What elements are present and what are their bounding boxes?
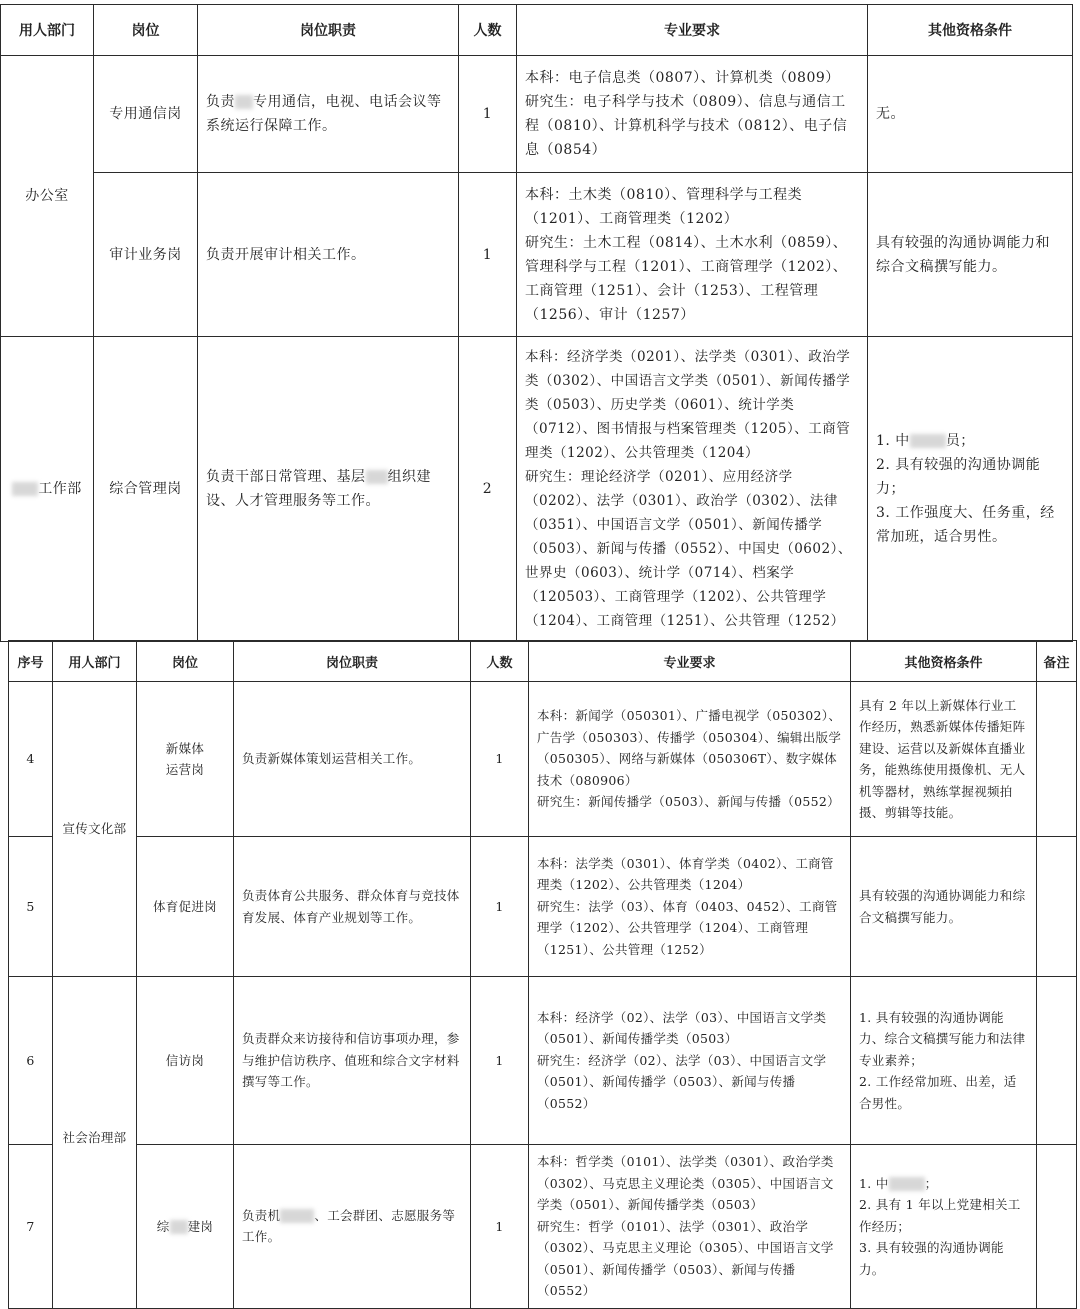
header-post: 岗位 bbox=[137, 641, 234, 682]
header-count: 人数 bbox=[459, 5, 517, 56]
count-cell: 1 bbox=[459, 56, 517, 173]
duty-cell bbox=[198, 56, 459, 173]
header-row bbox=[9, 641, 1077, 682]
duty-text: 组织建设、人才管理服务等工作。 bbox=[206, 469, 431, 509]
post-cell bbox=[137, 1145, 234, 1309]
major-cell: 本科：哲学类（0101）、法学类（0301）、政治学类（0302）、马克思主义理论类（0305）、中国语言文学类（0501）、新闻传播学类（0503） 研究生：哲学（0101）、法学（0301）、政治学（0302）、马克思主义理论（0305）、中国语言文学（0501）、新闻传播学（0503）、新闻与传播（0552） bbox=[529, 1145, 851, 1309]
post-cell: 体育促进岗 bbox=[137, 837, 234, 977]
dept-cell bbox=[1, 337, 94, 642]
major-cell: 本科：经济学（02）、法学（03）、中国语言文学类（0501）、新闻传播学类（0503） 研究生：经济学（02）、法学（03）、中国语言文学（0501）、新闻传播学（0503）、新闻与传播（0552） bbox=[529, 977, 851, 1145]
duty-text: 、工会群团、志愿服务等工作。 bbox=[242, 1207, 456, 1245]
recruitment-table-bottom bbox=[8, 640, 1077, 1309]
header-duty: 岗位职责 bbox=[198, 5, 459, 56]
post-cell: 审计业务岗 bbox=[94, 173, 198, 337]
other-text: 1. 中 bbox=[876, 433, 910, 449]
recruitment-table-top bbox=[0, 4, 1073, 642]
note-cell bbox=[1037, 1145, 1077, 1309]
other-text: 员； 2. 具有较强的沟通协调能力； 3. 工作强度大、任务重，经常加班，适合男性。 bbox=[876, 433, 1055, 545]
header-post: 岗位 bbox=[94, 5, 198, 56]
redacted-mark bbox=[910, 434, 946, 448]
no-cell: 6 bbox=[9, 977, 53, 1145]
duty-text: 负责 bbox=[206, 94, 235, 110]
count-cell: 1 bbox=[459, 173, 517, 337]
post-cell: 综合管理岗 bbox=[94, 337, 198, 642]
dept-cell: 社会治理部 bbox=[53, 977, 137, 1309]
redacted-mark bbox=[366, 470, 388, 484]
duty-text: 负责干部日常管理、基层 bbox=[206, 469, 366, 485]
header-dept: 用人部门 bbox=[1, 5, 94, 56]
duty-text: 负责机 bbox=[242, 1207, 281, 1223]
post-text: 建岗 bbox=[187, 1218, 214, 1234]
redacted-mark bbox=[170, 1220, 188, 1234]
post-text: 综 bbox=[156, 1218, 170, 1234]
table-row bbox=[9, 837, 1077, 977]
no-cell: 7 bbox=[9, 1145, 53, 1309]
other-cell: 具有较强的沟通协调能力和综合文稿撰写能力。 bbox=[851, 837, 1037, 977]
header-major: 专业要求 bbox=[529, 641, 851, 682]
redacted-mark bbox=[12, 482, 38, 496]
table-row bbox=[1, 337, 1073, 642]
duty-cell bbox=[198, 337, 459, 642]
table-row bbox=[1, 56, 1073, 173]
header-duty: 岗位职责 bbox=[234, 641, 471, 682]
header-note: 备注 bbox=[1037, 641, 1077, 682]
post-cell: 专用通信岗 bbox=[94, 56, 198, 173]
other-cell bbox=[868, 337, 1073, 642]
count-cell: 1 bbox=[471, 837, 529, 977]
major-cell: 本科：新闻学（050301）、广播电视学（050302）、广告学（050303）、传播学（050304）、编辑出版学（050305）、网络与新媒体（050306T）、数字媒体技术（080906） 研究生：新闻传播学（0503）、新闻与传播（0552） bbox=[529, 682, 851, 837]
other-text: 1. 中 bbox=[859, 1175, 889, 1191]
note-cell bbox=[1037, 977, 1077, 1145]
count-cell: 1 bbox=[471, 1145, 529, 1309]
dept-text: 工作部 bbox=[38, 481, 82, 497]
redacted-mark bbox=[889, 1177, 925, 1191]
duty-cell: 负责体育公共服务、群众体育与竞技体育发展、体育产业规划等工作。 bbox=[234, 837, 471, 977]
count-cell: 1 bbox=[471, 682, 529, 837]
duty-cell: 负责新媒体策划运营相关工作。 bbox=[234, 682, 471, 837]
other-text: ； 2. 具有 1 年以上党建相关工作经历； 3. 具有较强的沟通协调能力。 bbox=[859, 1175, 1021, 1277]
duty-cell: 负责群众来访接待和信访事项办理，参与维护信访秩序、值班和综合文字材料撰写等工作。 bbox=[234, 977, 471, 1145]
major-cell: 本科：土木类（0810）、管理科学与工程类（1201）、工商管理类（1202） 研究生：土木工程（0814）、土木水利（0859）、管理科学与工程（1201）、工商管理学（1202）、工商管理（1251）、会计（1253）、工程管理（1256）、审计（1257） bbox=[517, 173, 868, 337]
other-cell: 具有 2 年以上新媒体行业工作经历，熟悉新媒体传播矩阵建设、运营以及新媒体直播业务，能熟练使用摄像机、无人机等器材，熟练掌握视频拍摄、剪辑等技能。 bbox=[851, 682, 1037, 837]
header-count: 人数 bbox=[471, 641, 529, 682]
major-cell: 本科：电子信息类（0807）、计算机类（0809） 研究生：电子科学与技术（0809）、信息与通信工程（0810）、计算机科学与技术（0812）、电子信息（0854） bbox=[517, 56, 868, 173]
header-major: 专业要求 bbox=[517, 5, 868, 56]
note-cell bbox=[1037, 682, 1077, 837]
count-cell: 1 bbox=[471, 977, 529, 1145]
other-cell bbox=[851, 1145, 1037, 1309]
other-cell: 具有较强的沟通协调能力和综合文稿撰写能力。 bbox=[868, 173, 1073, 337]
dept-cell: 宣传文化部 bbox=[53, 682, 137, 977]
no-cell: 5 bbox=[9, 837, 53, 977]
duty-cell bbox=[234, 1145, 471, 1309]
duty-cell: 负责开展审计相关工作。 bbox=[198, 173, 459, 337]
post-cell: 新媒体 运营岗 bbox=[137, 682, 234, 837]
other-cell: 无。 bbox=[868, 56, 1073, 173]
duty-text: 专用通信，电视、电话会议等系统运行保障工作。 bbox=[206, 94, 442, 134]
dept-cell: 办公室 bbox=[1, 56, 94, 337]
header-no: 序号 bbox=[9, 641, 53, 682]
redacted-mark bbox=[280, 1209, 314, 1223]
no-cell: 4 bbox=[9, 682, 53, 837]
header-dept: 用人部门 bbox=[53, 641, 137, 682]
major-cell: 本科：法学类（0301）、体育学类（0402）、工商管理类（1202）、公共管理类（1204） 研究生：法学（03）、体育（0403、0452）、工商管理学（1202）、公共管理学（1204）、工商管理（1251）、公共管理（1252） bbox=[529, 837, 851, 977]
header-other: 其他资格条件 bbox=[851, 641, 1037, 682]
other-cell: 1. 具有较强的沟通协调能力、综合文稿撰写能力和法律专业素养； 2. 工作经常加班、出差，适合男性。 bbox=[851, 977, 1037, 1145]
header-row bbox=[1, 5, 1073, 56]
table-row bbox=[9, 977, 1077, 1145]
table-row bbox=[1, 173, 1073, 337]
note-cell bbox=[1037, 837, 1077, 977]
redacted-mark bbox=[235, 95, 253, 109]
major-cell: 本科：经济学类（0201）、法学类（0301）、政治学类（0302）、中国语言文学类（0501）、新闻传播学类（0503）、历史学类（0601）、统计学类（0712）、图书情报与档案管理类（1205）、工商管理类（1202）、公共管理类（1204） 研究生：理论经济学（0201）、应用经济学（0202）、法学（0301）、政治学（0302）、法律（0351）、中国语言文学（0501）、新闻传播学（0503）、新闻与传播（0552）、中国史（0602）、世界史（0603）、统计学（0714）、档案学（120503）、工商管理学（1202）、公共管理学（1204）、工商管理（1251）、公共管理（1252） bbox=[517, 337, 868, 642]
header-other: 其他资格条件 bbox=[868, 5, 1073, 56]
table-row bbox=[9, 1145, 1077, 1309]
post-cell: 信访岗 bbox=[137, 977, 234, 1145]
count-cell: 2 bbox=[459, 337, 517, 642]
table-row bbox=[9, 682, 1077, 837]
